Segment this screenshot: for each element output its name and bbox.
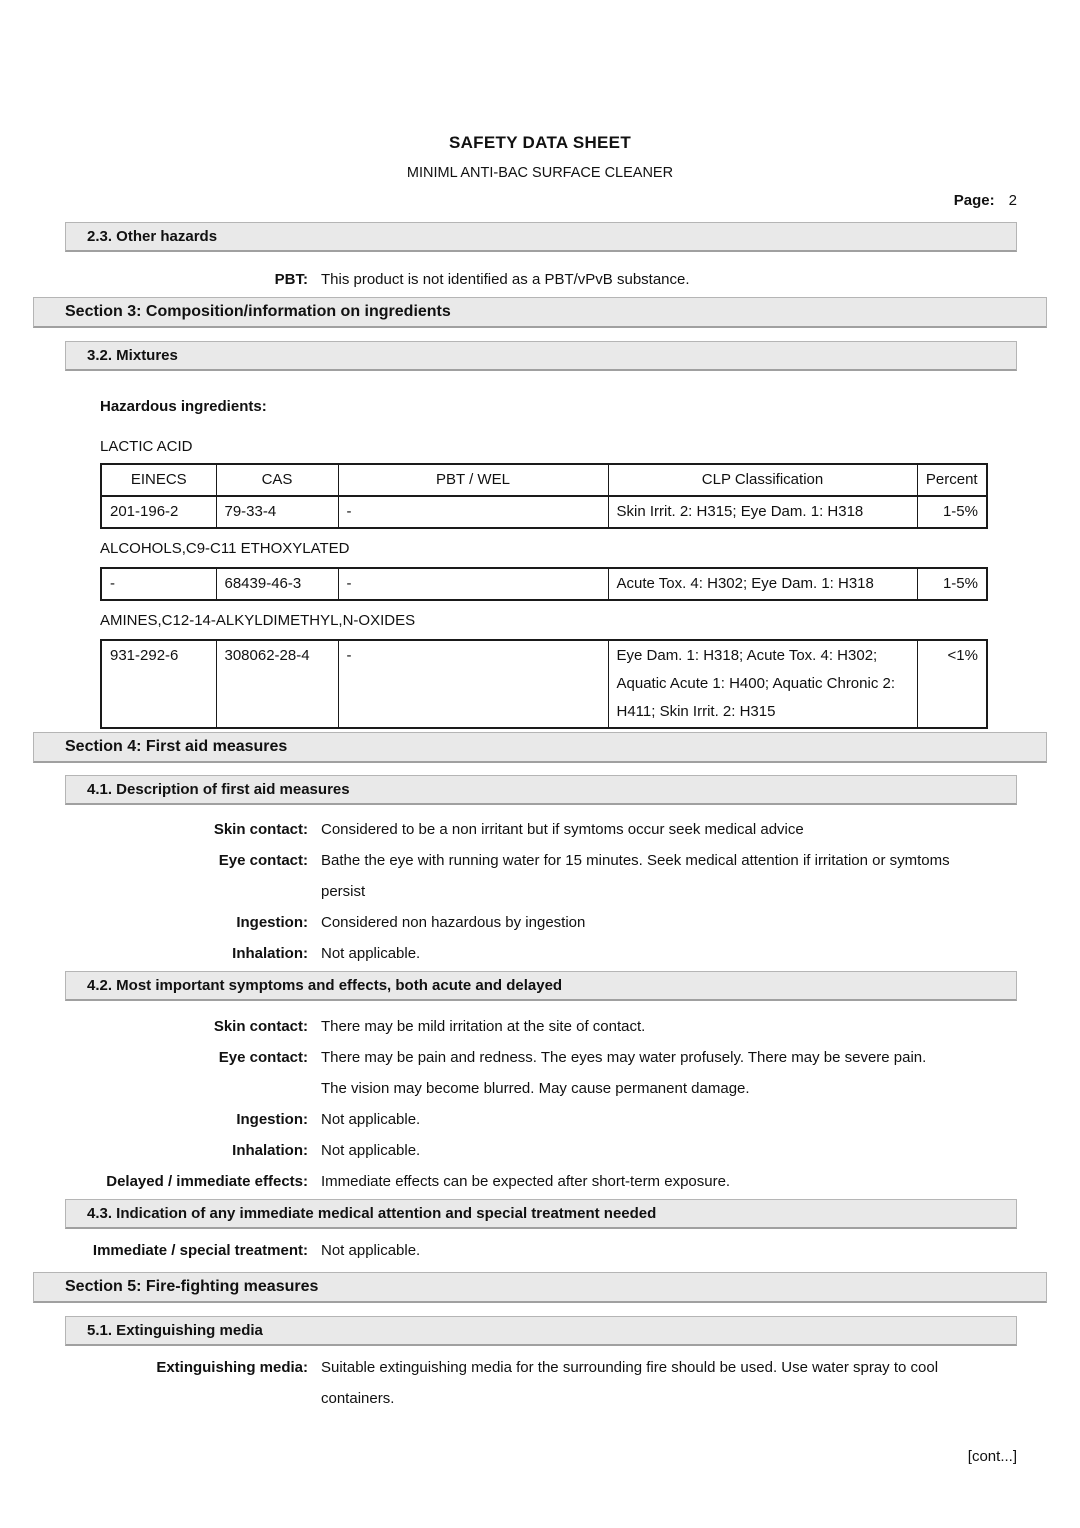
kv-label: Skin contact: (213, 1018, 308, 1035)
cell-clp: Eye Dam. 1: H318; Acute Tox. 4: H302; Aquatic Acute 1: H400; Aquatic Chronic 2: H411; Skin Irrit. 2: H315 (608, 640, 917, 728)
cell-percent: 1-5% (917, 568, 987, 600)
kv-row-skin-contact (0, 1011, 1080, 1042)
cell-percent: <1% (917, 640, 987, 728)
kv-row-ingestion (0, 907, 1080, 938)
cell-clp: Acute Tox. 4: H302; Eye Dam. 1: H318 (608, 568, 917, 600)
kv-row-eye-contact (0, 845, 1080, 907)
kv-row-ingestion (0, 1104, 1080, 1135)
ingredient-table-lactic-acid (100, 463, 988, 529)
kv-value: Considered to be a non irritant but if symtoms occur seek medical advice (321, 821, 804, 838)
section-header-4-first-aid: Section 4: First aid measures (33, 732, 1047, 763)
continuation-marker: [cont...] (967, 1448, 1017, 1465)
kv-label: Skin contact: (213, 821, 308, 838)
page-label: Page: (953, 192, 995, 209)
section-header-4-3-medical-attention: 4.3. Indication of any immediate medical attention and special treatment needed (65, 1199, 1017, 1229)
product-name: MINIML ANTI-BAC SURFACE CLEANER (406, 165, 674, 181)
cell-percent: 1-5% (917, 496, 987, 528)
kv-label: Ingestion: (236, 1111, 308, 1128)
cell-cas: 79-33-4 (216, 496, 338, 528)
first-aid-4-3-rows (0, 1235, 1080, 1266)
kv-row-inhalation (0, 938, 1080, 969)
kv-row-inhalation (0, 1135, 1080, 1166)
ingredient-name-alcohols: ALCOHOLS,C9-C11 ETHOXYLATED (100, 540, 350, 557)
ingredient-table-amines (100, 639, 988, 729)
kv-value: Not applicable. (321, 1242, 421, 1259)
kv-value: Not applicable. (321, 1111, 421, 1128)
pbt-label: PBT: (274, 271, 308, 288)
ingredient-name-lactic-acid: LACTIC ACID (100, 438, 193, 455)
section-header-5-1-extinguishing-media: 5.1. Extinguishing media (65, 1316, 1017, 1346)
kv-value: There may be pain and redness. The eyes may water profusely. There may be severe pain. The vision may become blurred. May cause permanent damage. (321, 1049, 927, 1097)
kv-value: Immediate effects can be expected after short-term exposure. (321, 1173, 731, 1190)
kv-value: Suitable extinguishing media for the surrounding fire should be used. Use water spray to cool containers. (321, 1359, 939, 1407)
kv-row-skin-contact (0, 814, 1080, 845)
section-header-3-composition: Section 3: Composition/information on ingredients (33, 297, 1047, 328)
table-row (101, 568, 987, 600)
kv-row-extinguishing-media (0, 1352, 1080, 1414)
cell-einecs: 201-196-2 (101, 496, 216, 528)
section-header-4-2-symptoms: 4.2. Most important symptoms and effects, both acute and delayed (65, 971, 1017, 1001)
page-number: 2 (1008, 192, 1017, 209)
kv-label: Eye contact: (218, 1049, 308, 1066)
cell-clp: Skin Irrit. 2: H315; Eye Dam. 1: H318 (608, 496, 917, 528)
fire-5-1-rows (0, 1352, 1080, 1414)
header-percent: Percent (917, 464, 987, 496)
hazardous-ingredients-heading: Hazardous ingredients: (100, 398, 267, 415)
kv-label: Eye contact: (218, 852, 308, 869)
first-aid-4-2-rows (0, 1011, 1080, 1197)
cell-pbt-wel: - (338, 568, 608, 600)
kv-label: Extinguishing media: (156, 1359, 308, 1376)
section-header-3-2-mixtures: 3.2. Mixtures (65, 341, 1017, 371)
header-pbt-wel: PBT / WEL (338, 464, 608, 496)
kv-value: Not applicable. (321, 1142, 421, 1159)
pbt-value: This product is not identified as a PBT/vPvB substance. (321, 271, 690, 288)
cell-cas: 68439-46-3 (216, 568, 338, 600)
kv-label: Inhalation: (232, 945, 308, 962)
kv-row-immediate-special-treatment (0, 1235, 1080, 1266)
kv-row-delayed-immediate-effects (0, 1166, 1080, 1197)
page-indicator (0, 191, 1080, 211)
document-title: SAFETY DATA SHEET (448, 133, 632, 152)
kv-label: Immediate / special treatment: (92, 1242, 308, 1259)
cell-einecs: - (101, 568, 216, 600)
cell-cas: 308062-28-4 (216, 640, 338, 728)
ingredient-table-alcohols (100, 567, 988, 601)
kv-row-eye-contact (0, 1042, 1080, 1104)
ingredient-name-amines: AMINES,C12-14-ALKYLDIMETHYL,N-OXIDES (100, 612, 416, 629)
header-clp-classification: CLP Classification (608, 464, 917, 496)
pbt-row (0, 264, 1080, 295)
kv-label: Delayed / immediate effects: (106, 1173, 308, 1190)
cell-einecs: 931-292-6 (101, 640, 216, 728)
section-header-4-1-description: 4.1. Description of first aid measures (65, 775, 1017, 805)
first-aid-4-1-rows (0, 814, 1080, 969)
kv-value: Not applicable. (321, 945, 421, 962)
section-header-2-3-other-hazards: 2.3. Other hazards (65, 222, 1017, 252)
kv-value: There may be mild irritation at the site of contact. (321, 1018, 646, 1035)
table-row (101, 640, 987, 728)
kv-value: Bathe the eye with running water for 15 minutes. Seek medical attention if irritation or symtoms persist (321, 852, 950, 900)
kv-label: Ingestion: (236, 914, 308, 931)
kv-value: Considered non hazardous by ingestion (321, 914, 586, 931)
kv-label: Inhalation: (232, 1142, 308, 1159)
header-cas: CAS (216, 464, 338, 496)
cell-pbt-wel: - (338, 496, 608, 528)
cell-pbt-wel: - (338, 640, 608, 728)
table-header-row (101, 464, 987, 496)
section-header-5-fire-fighting: Section 5: Fire-fighting measures (33, 1272, 1047, 1303)
header-einecs: EINECS (101, 464, 216, 496)
table-row (101, 496, 987, 528)
